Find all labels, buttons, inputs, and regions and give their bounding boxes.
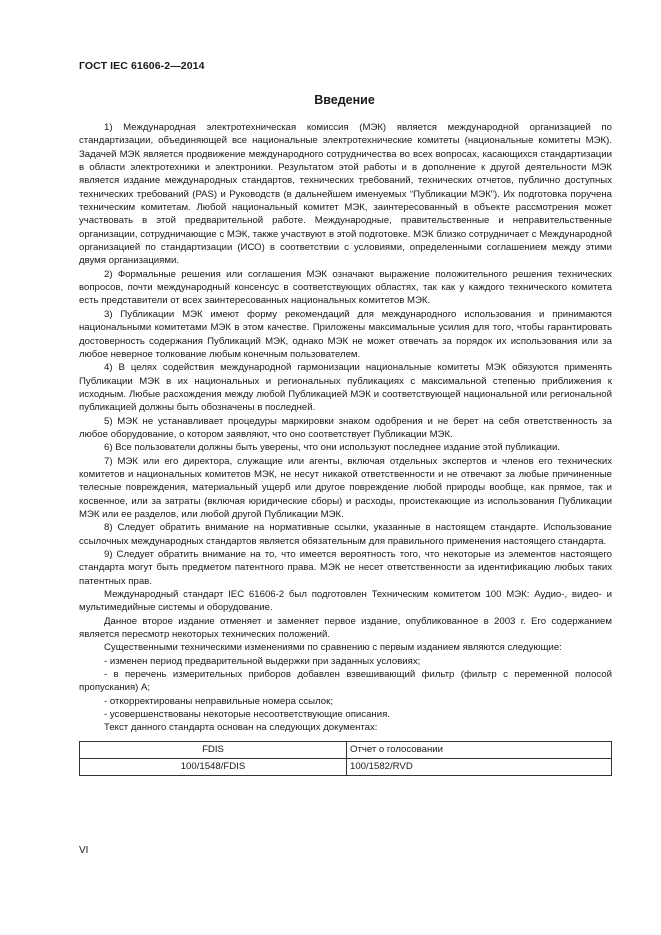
- table-cell: 100/1582/RVD: [347, 758, 612, 775]
- standard-designation: ГОСТ IEC 61606-2—2014: [79, 60, 205, 72]
- list-item: - в перечень измерительных приборов добавлен взвешивающий фильтр (фильтр с переменной полосой пропускания) А;: [79, 669, 612, 694]
- paragraph: 2) Формальные решения или соглашения МЭК означают выражение положительного решения технических вопросов, почти международный консенсус в соответствующих областях, так как у каждого технического комитета есть представители от всех заинтересованных национальных комитетов МЭК.: [79, 268, 612, 307]
- paragraph: 9) Следует обратить внимание на то, что имеется вероятность того, что некоторые из элементов настоящего стандарта могут быть предметом патентного права. МЭК не несет ответственности за идентификацию любых таких патентных прав.: [79, 549, 612, 587]
- paragraph: 1) Международная электротехническая комиссия (МЭК) является международной организацией по стандартизации, объединяющей все национальные электротехнические комитеты (национальные комитеты МЭК). Задачей МЭК является продвижение международного сотрудничества во всех вопросах, касающихся стандартизации в области электротехники и электроники. Результатом этой работы и в дополнение к другой деятельности МЭК является издание международных стандартов, технических требований, технических отчетов, публично доступных технических требований (PAS) и Руководств (в дальнейшем именуемых “Публикации МЭК”). Их подготовка поручена техническим комитетам. Любой национальный комитет МЭК, заинтересованный в объекте рассмотрения может участвовать в этой предварительной работе. Международные, правительственные и неправительственные организации, сотрудничающие с МЭК, также участвуют в этой подготовке. МЭК близко сотрудничает с Международной организацией по стандартизации (ИСО) в соответствии с условиями, определенными соглашением между этими двумя организациями.: [79, 122, 613, 267]
- paragraph: 5) МЭК не устанавливает процедуры маркировки знаком одобрения и не берет на себя ответственность за любое оборудование, о котором заявляют, что оно соответствует Публикации МЭК.: [79, 415, 612, 440]
- document-body: [79, 121, 612, 776]
- paragraph: 6) Все пользователи должны быть уверены, что они используют последнее издание этой публикации.: [104, 442, 560, 454]
- table-header-row: [80, 741, 612, 758]
- paragraph: Международный стандарт IEC 61606-2 был подготовлен Техническим комитетом 100 МЭК: Аудио-, видео- и мультимедийные системы и оборудование.: [79, 589, 612, 614]
- paragraph: Данное второе издание отменяет и заменяет первое издание, опубликованное в 2003 г. Его содержанием является пересмотр некоторых технических положений.: [79, 615, 612, 641]
- paragraph: 7) МЭК или его директора, служащие или агенты, включая отдельных экспертов и членов его технических комитетов и национальных комитетов МЭК, не несут никакой ответственности и не отвечают за любые причиненные телесные повреждения, материальный ущерб или другое повреждение любой природы вообще, как прямое, так и косвенное, или за затраты (включая юридические сборы) и расходы, проистекающие из использования Публикации МЭК или ее разделов, или любой другой Публикации МЭК.: [79, 455, 612, 520]
- table-cell: 100/1548/FDIS: [80, 758, 347, 775]
- paragraph: 3) Публикации МЭК имеют форму рекомендаций для международного использования и принимаются национальными комитетами МЭК в этом качестве. Приложены максимальные усилия для того, чтобы гарантировать достоверность содержания Публикаций МЭК, однако МЭК не может отвечать за порядок их использования или за любое неверное толкование любым конечным пользователем.: [79, 308, 612, 360]
- section-title: Введение: [314, 93, 375, 107]
- table-row: [80, 758, 612, 775]
- documents-table: [79, 741, 612, 776]
- table-header-cell: Отчет о голосовании: [347, 741, 612, 758]
- list-item: - откорректированы неправильные номера ссылок;: [104, 695, 333, 707]
- list-item: - усовершенствованы некоторые несоответствующие описания.: [104, 709, 390, 721]
- page-number: VI: [79, 845, 89, 856]
- table-header-cell: FDIS: [80, 741, 347, 758]
- paragraph: Текст данного стандарта основан на следующих документах:: [104, 722, 378, 734]
- paragraph: 4) В целях содействия международной гармонизации национальные комитеты МЭК обязуются применять Публикации МЭК в их национальных и региональных публикациях с максимальной степенью приближения к исходным. Любые расхождения между любой Публикацией МЭК и соответствующей национальной или региональной публикацией должны быть обозначены в последней.: [79, 362, 612, 414]
- paragraph: Существенными техническими изменениями по сравнению с первым изданием являются следующие:: [104, 642, 562, 654]
- list-item: - изменен период предварительной выдержки при заданных условиях;: [104, 655, 421, 667]
- paragraph: 8) Следует обратить внимание на нормативные ссылки, указанные в настоящем стандарте. Использование ссылочных международных стандартов является обязательным для правильного применения настоящего стандарта.: [79, 522, 612, 547]
